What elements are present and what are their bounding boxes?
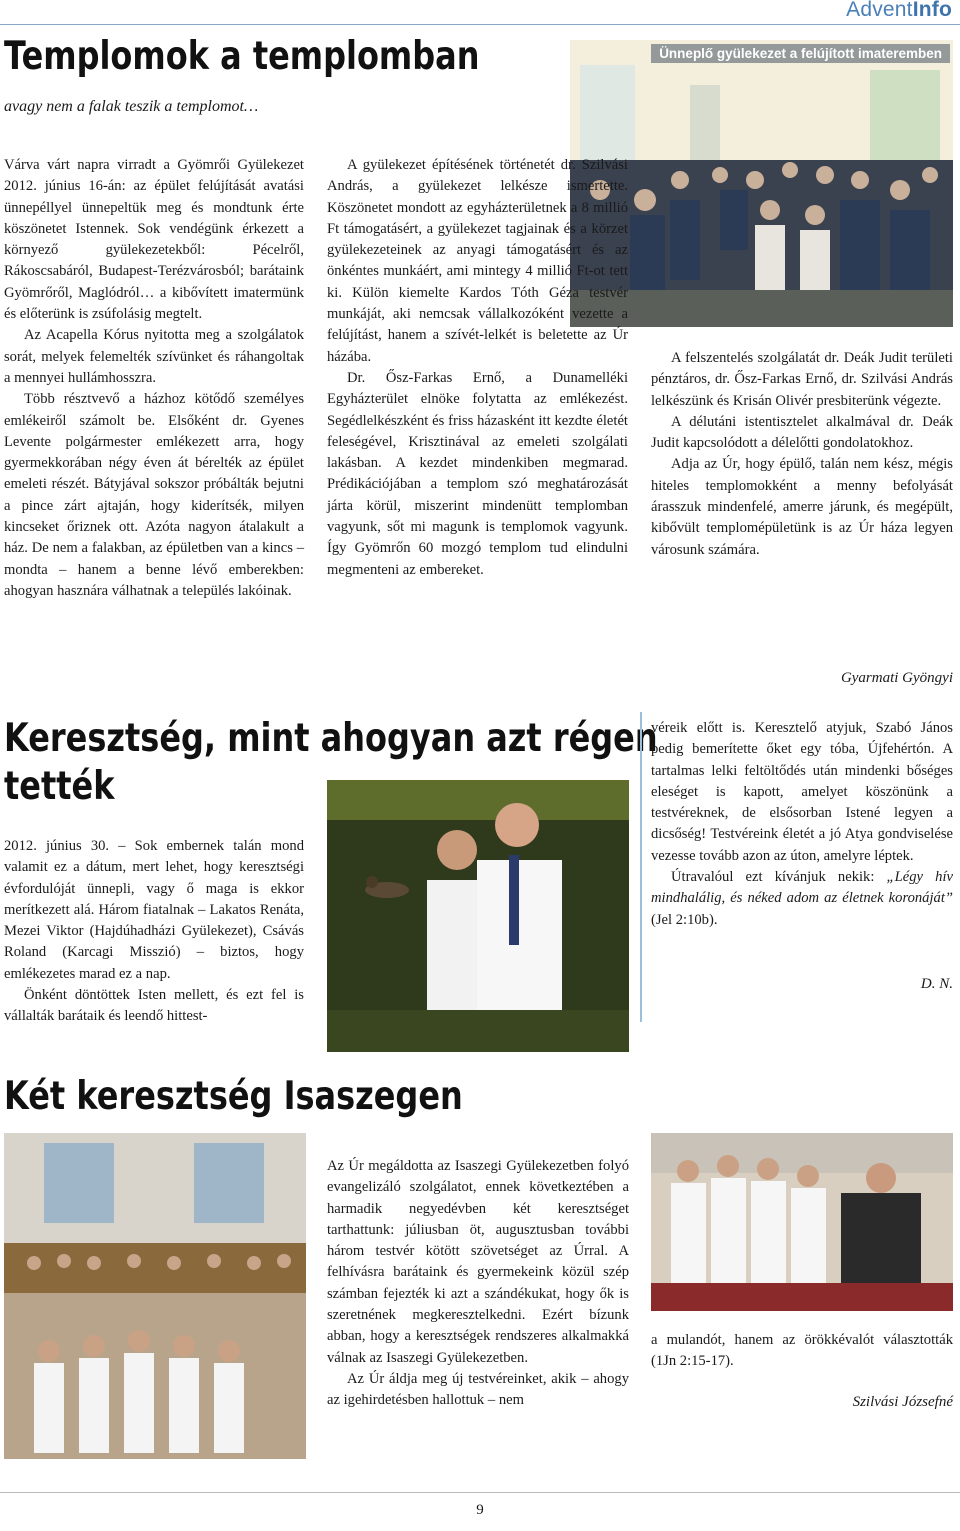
paragraph: 2012. június 30. – Sok embernek talán mond valamit ez a dátum, mert lehet, hogy keresztségi évfordulóját ünnepli, vagy ő maga is ekkor merítkezett alá. Három fiatalnak – Lakatos Renáta, Mezei Viktor (Hajdúhadházi Gyülekezet), Csávás Roland (Karcagi Misszió) – biztos, hogy emlékezetes marad ez a nap. bbox=[4, 838, 304, 982]
paragraph: véreik előtt is. Keresztelő atyjuk, Szabó János pedig bemerítette őket egy tóba, Újfehértón. A tartalmas lelki feltöltődés után mindenki bőséges eleséget is kapott, amelyet köszönünk a testvéreknek, de elsősorban Istené legyen a dicsőség! Testvéreink életét a jó Atya gondviselése vezesse tovább azon az úton, amelyre léptek. bbox=[651, 720, 953, 864]
paragraph: a mulandót, hanem az örökkévalót választották (1Jn 2:15-17). bbox=[651, 1332, 953, 1370]
signature: D. N. bbox=[920, 976, 953, 992]
text-span: Útravalóul ezt kívánjuk nekik: bbox=[671, 869, 887, 886]
paragraph: A délutáni istentisztelet alkalmával dr. Deák Judit kapcsolódott a délelőtti gondolatokhoz. bbox=[651, 413, 953, 452]
article2-column-3 bbox=[651, 718, 953, 931]
paragraph: Az Úr áldja meg új testvéreinket, akik – ahogy az igehirdetésben hallottuk – nem bbox=[327, 1370, 629, 1409]
article1-column-1 bbox=[4, 155, 304, 602]
title-line: Keresztség, mint ahogyan azt régen bbox=[4, 716, 658, 761]
paragraph: Dr. Ősz-Farkas Ernő, a Dunamelléki Egyházterület elnöke folytatta az emlékezést. Segédlelkészként és friss házasként itt kezdte életét feleségével, Krisztinával az emeleti szolgálati lakásban. A kezdet mindenkiben megmarad. Prédikációjában a templom szó meghatározását járta körül, miszerint mindenütt templomban vagyunk, sőt mi magunk is templomok vagyunk. Így Gyömrőn 60 mozgó templom tud elindulni megmenteni az embereket. bbox=[327, 369, 628, 578]
signature: Szilvási Józsefné bbox=[852, 1394, 953, 1410]
paragraph: Több résztvevő a házhoz kötődő személyes emlékeiről számolt be. Elsőként dr. Gyenes Levente polgármester emlékezett arra, hogy gyermekkorában négy éven át bérelték az épület emeleti részét. Bátyjával sokszor próbálták bejutni a pince zárt ajtaján, hogy kiderítsék, milyen kincseket őriznek ott. Azóta nagyon átalakult a ház. De nem a falakban, az épületben van a kincs – mondta – hanem a benne lévő emberekben: ahogyan hasznára válhatnak a település lakóinak. bbox=[4, 391, 304, 599]
adventinfo-logo: AdventInfo bbox=[846, 0, 952, 21]
signature: Gyarmati Gyöngyi bbox=[840, 670, 953, 686]
paragraph: Az Úr megáldotta az Isaszegi Gyülekezetben folyó evangelizáló szolgálatot, ennek következtében a harmadik negyedévben két keresztséget tarthattunk: júliusban öt, augusztusban további három testvér kötött szövetséget az Úrral. A felhívásra barátaink és gyermekeink közül szép számban fejezték ki azt a szándékukat, hogy ők is szeretnének megkeresztelkedni. Ezért bízunk abban, hogy a keresztségek rendszeres alkalmakká válnak az Isaszegi Gyülekezetben. bbox=[327, 1158, 629, 1366]
footer-rule bbox=[0, 1492, 960, 1493]
header-rule bbox=[0, 24, 960, 25]
article1-column-3 bbox=[651, 348, 953, 561]
baptism-candidates-photo bbox=[651, 1133, 953, 1311]
paragraph: Önként döntöttek Isten mellett, és ezt fel is vállalták barátaik és leendő hittest- bbox=[4, 987, 304, 1025]
isaszeg-church-photo bbox=[4, 1133, 306, 1459]
column-divider bbox=[640, 712, 642, 1022]
baptism-lake-photo bbox=[327, 780, 629, 1052]
page-number: 9 bbox=[476, 1502, 484, 1518]
text-span: (Jel 2:10b). bbox=[651, 911, 718, 928]
article1-column-2 bbox=[327, 155, 628, 581]
bible-quote: „Légy hív mindhalálig, és néked adom az életnek koronáját” bbox=[651, 869, 954, 907]
photo-caption: Ünneplő gyülekezet a felújított imateremben bbox=[651, 44, 950, 63]
article-title: Templomok a templomban bbox=[4, 34, 480, 79]
paragraph: A felszentelés szolgálatát dr. Deák Judit területi pénztáros, dr. Ősz-Farkas Ernő, dr. Szilvási András lelkészünk és Krisán Olivér presbiterünk végezte. bbox=[651, 350, 953, 409]
paragraph: A gyülekezet építésének történetét dr. Szilvási András, a gyülekezet lelkésze ismertette. Köszönetet mondott az egyházterületnek a 8 millió Ft támogatásért, a gyülekezet tagjainak és a körzet gyülekezeteinek az anyagi támogatásért és az önkéntes munkáért, ami mintegy 4 millió Ft-ot tett ki. Külön kiemelte Kardos Tóth Géza testvér munkáját, aki nemcsak vállalkozóként vezette a felújítást, hanem a szívét-lelkét is beletette az Úr házába. bbox=[327, 157, 628, 365]
article3-column-2 bbox=[327, 1156, 629, 1412]
article-title: Két keresztség Isaszegen bbox=[4, 1074, 463, 1119]
article2-column-1 bbox=[4, 836, 304, 1028]
title-line: tették bbox=[4, 764, 115, 809]
article3-column-3 bbox=[651, 1330, 953, 1373]
paragraph: Várva várt napra virradt a Gyömrői Gyülekezet 2012. június 16-án: az épület felújítását avatási ünnepéllyel ünnepeltük meg és mondtunk érte köszönetet Istennek. Sok vendégünk érkezett a környező gyülekezetekből: Pécelről, Rákoscsabáról, Budapest-Terézvárosból; barátaink Gyömrőről, Maglódról… a kibővített imatermünk és előterünk is zsúfolásig megtelt. bbox=[4, 157, 304, 323]
paragraph: Adja az Úr, hogy épülő, talán nem kész, mégis hiteles templomokként a menny befolyását árasszuk mindenfelé, amerre járunk, és megépült, kibővült templomépületünk is az Úr háza legyen városunk számára. bbox=[651, 456, 953, 558]
paragraph: Az Acapella Kórus nyitotta meg a szolgálatok sorát, melyek felemelték szívünket és ráhangoltak a mennyei hullámhosszra. bbox=[4, 327, 304, 386]
paragraph bbox=[651, 867, 953, 931]
article-subtitle: avagy nem a falak teszik a templomot… bbox=[4, 98, 259, 115]
